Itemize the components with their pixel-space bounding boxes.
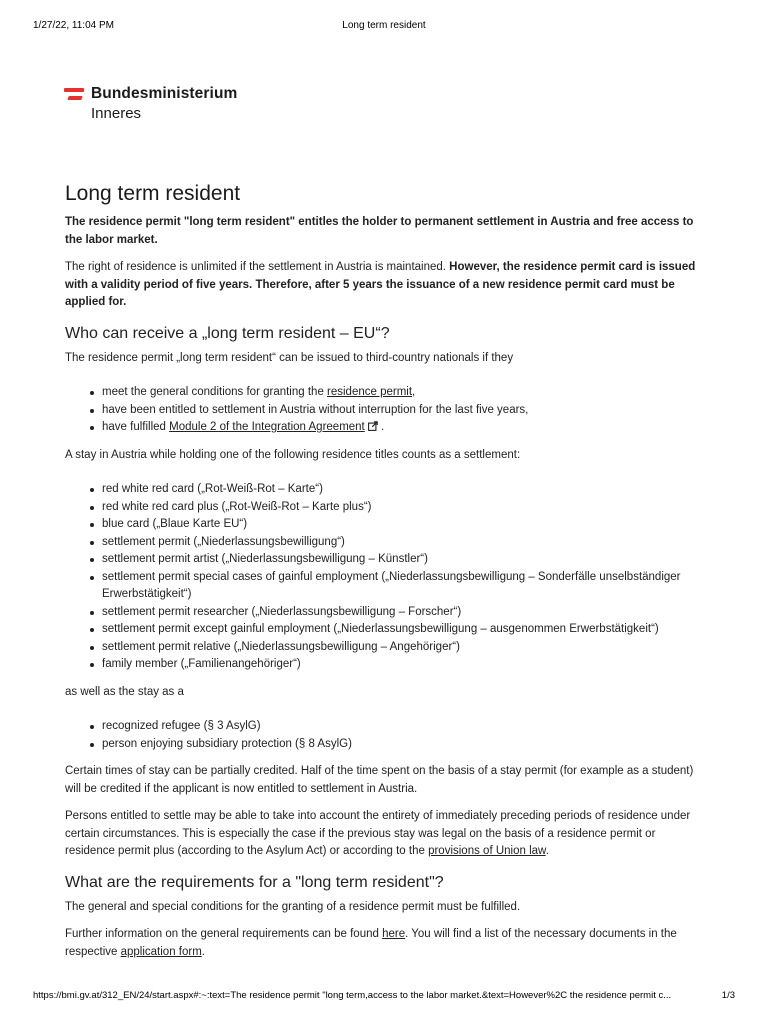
list-item-suffix: , bbox=[412, 386, 416, 398]
logo-text-line1: Bundesministerium bbox=[91, 85, 238, 102]
list-item bbox=[102, 384, 705, 402]
list-item: recognized refugee (§ 3 AsylG) bbox=[102, 718, 705, 736]
list-item-suffix: . bbox=[380, 421, 385, 433]
print-header bbox=[0, 0, 768, 40]
credited-paragraph: Certain times of stay can be partially credited. Half of the time spent on the basis of a stay permit (for example as a student) will be credited if the applicant is now entitled to settlement in Austria. bbox=[65, 765, 694, 795]
residence-titles-list bbox=[65, 481, 705, 674]
list-item: have been entitled to settlement in Austria without interruption for the last five years, bbox=[102, 402, 705, 420]
entirety-text: Persons entitled to settle may be able to take into account the entirety of immediately preceding periods of residence under certain circumstances. This is especially the case if the previous stay was legal on the basis of a residence permit or residence permit plus (according to the Asylum Act) or according to the bbox=[65, 810, 691, 857]
validity-paragraph bbox=[65, 259, 705, 312]
refugee-list bbox=[65, 718, 705, 753]
union-law-link[interactable]: provisions of Union law bbox=[428, 845, 546, 857]
entirety-suffix: . bbox=[545, 845, 549, 857]
list-item: settlement permit („Niederlassungsbewilligung“) bbox=[102, 534, 705, 552]
entirety-paragraph bbox=[65, 808, 705, 861]
list-item-text: meet the general conditions for granting the bbox=[102, 386, 328, 398]
list-item: person enjoying subsidiary protection (§ 8 AsylG) bbox=[102, 736, 705, 754]
list-item: family member („Familienangehöriger“) bbox=[102, 656, 705, 674]
section-heading-requirements: What are the requirements for a "long term resident"? bbox=[65, 873, 444, 891]
integration-agreement-link[interactable]: Module 2 of the Integration Agreement bbox=[169, 421, 365, 433]
validity-bold-text: However, the residence permit card is issued with a validity period of five years. Therefore, after 5 years the issuance of a new residence permit card must be applied for. bbox=[65, 261, 696, 308]
residence-permit-link[interactable]: residence permit bbox=[327, 386, 413, 398]
as-well-text: as well as the stay as a bbox=[65, 685, 184, 698]
here-link[interactable]: here bbox=[382, 928, 406, 940]
further-info-mid: . You will find a list of the necessary documents in the respective bbox=[65, 928, 677, 958]
list-item: settlement permit artist („Niederlassungsbewilligung – Künstler“) bbox=[102, 551, 705, 569]
print-url: https://bmi.gv.at/312_EN/24/start.aspx#:~:text=The residence permit "long term,access to the labor market.&text=However%2C the residence permit c... bbox=[33, 990, 672, 1001]
further-info-text: Further information on the general requirements can be found bbox=[65, 928, 383, 940]
titles-intro: A stay in Austria while holding one of the following residence titles counts as a settlement: bbox=[65, 448, 521, 461]
list-item: settlement permit special cases of gainful employment („Niederlassungsbewilligung – Sonderfälle unselbständiger Erwerbstätigkeit“) bbox=[102, 569, 705, 604]
conditions-list bbox=[65, 384, 705, 437]
list-item bbox=[102, 419, 705, 437]
list-item: settlement permit researcher („Niederlassungsbewilligung – Forscher“) bbox=[102, 604, 705, 622]
who-intro: The residence permit „long term resident“ can be issued to third-country nationals if they bbox=[65, 351, 514, 364]
section-heading-who: Who can receive a „long term resident – EU“? bbox=[65, 324, 390, 342]
lead-paragraph: The residence permit "long term resident" entitles the holder to permanent settlement in Austria and free access to the labor market. bbox=[65, 216, 694, 246]
further-info-paragraph bbox=[65, 926, 705, 961]
requirements-paragraph: The general and special conditions for the granting of a residence permit must be fulfilled. bbox=[65, 900, 521, 913]
logo-text-line2: Inneres bbox=[91, 105, 142, 122]
validity-text: The right of residence is unlimited if the settlement in Austria is maintained. bbox=[65, 261, 450, 273]
application-form-link[interactable]: application form bbox=[120, 945, 202, 958]
list-item: settlement permit except gainful employment („Niederlassungsbewilligung – ausgenommen Erwerbstätigkeit“) bbox=[102, 621, 705, 639]
list-item: red white red card plus („Rot-Weiß-Rot – Karte plus“) bbox=[102, 499, 705, 517]
print-datetime: 1/27/22, 11:04 PM bbox=[33, 20, 114, 31]
main-content bbox=[65, 180, 705, 971]
further-info-suffix: . bbox=[201, 945, 205, 958]
austria-flag-icon bbox=[64, 88, 84, 102]
list-item: red white red card („Rot-Weiß-Rot – Karte“) bbox=[102, 481, 705, 499]
external-link-icon[interactable] bbox=[368, 421, 378, 431]
list-item: blue card („Blaue Karte EU“) bbox=[102, 516, 705, 534]
list-item-text: have fulfilled bbox=[102, 421, 170, 433]
page-number: 1/3 bbox=[721, 990, 735, 1001]
page-title: Long term resident bbox=[65, 182, 241, 205]
print-title: Long term resident bbox=[342, 20, 426, 31]
list-item: settlement permit relative („Niederlassungsbewilligung – Angehöriger“) bbox=[102, 639, 705, 657]
